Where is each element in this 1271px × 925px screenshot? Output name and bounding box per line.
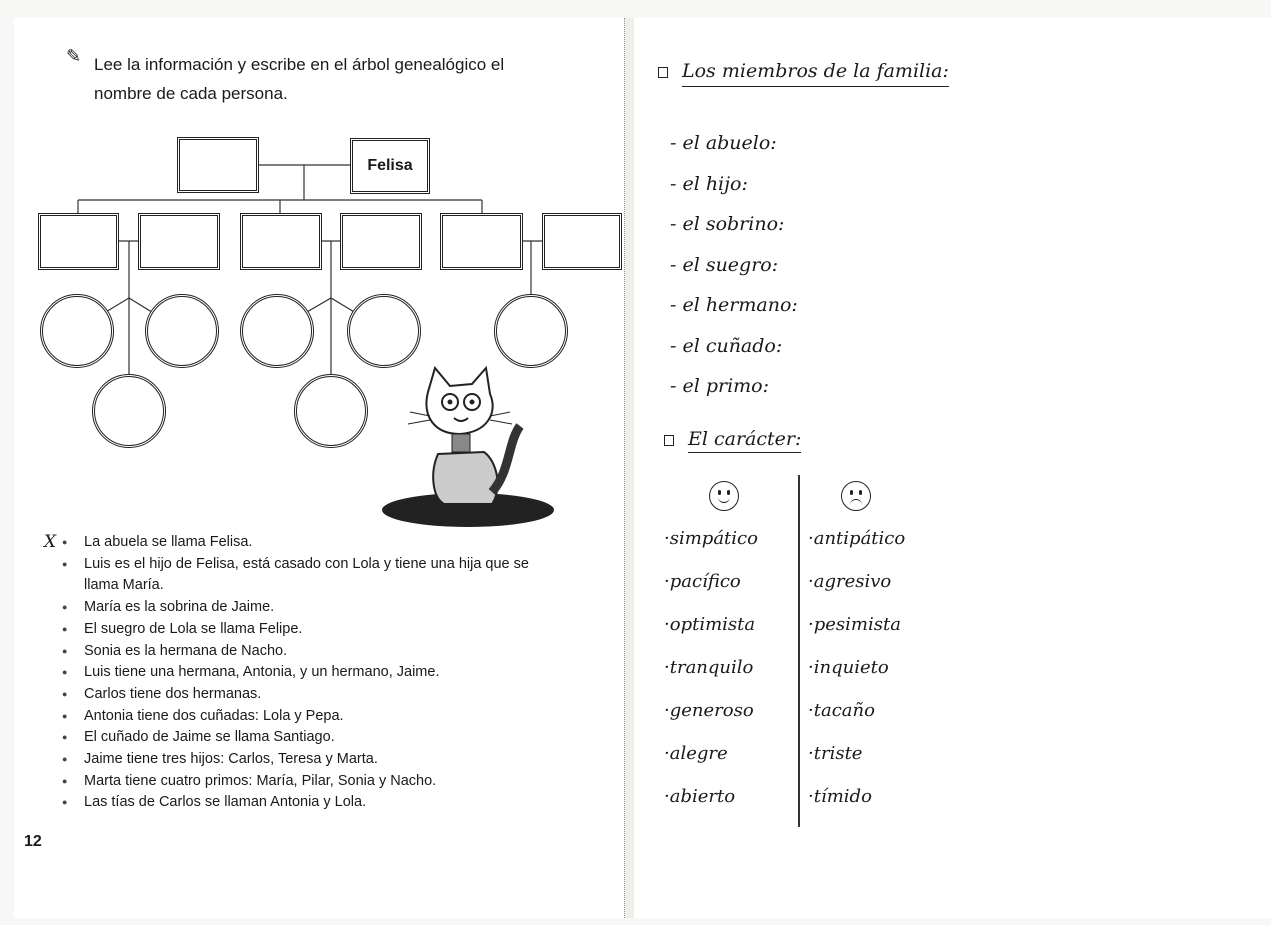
positive-trait: · tranquilo [664,657,758,700]
column-divider [798,475,800,827]
member-item: - el primo: [670,375,769,397]
positive-trait: · alegre [664,743,758,786]
instruction-text: Lee la información y escribe en el árbol genealógico el nombre de cada persona. [94,55,505,103]
tree-circle-grandchild-1[interactable] [40,294,114,368]
negative-traits-list [808,528,905,829]
clue-item: ● Sonia es la hermana de Nacho. [60,641,530,663]
tree-box-spouse-1[interactable] [138,213,220,270]
character-heading-text: El carácter: [688,428,801,453]
clue-item: ● Marta tiene cuatro primos: María, Pilar, Sonia y Nacho. [60,771,530,793]
negative-trait: · inquieto [808,657,905,700]
checkbox-icon [664,435,674,446]
tree-circle-grandchild-4[interactable] [240,294,314,368]
negative-trait: · pesimista [808,614,905,657]
negative-trait: · triste [808,743,905,786]
clue-item: ● Las tías de Carlos se llaman Antonia y Lola. [60,792,530,814]
member-item: - el hermano: [670,294,798,316]
clue-item: ● María es la sobrina de Jaime. [60,597,530,619]
clue-item: ● Carlos tiene dos hermanas. [60,684,530,706]
checked-mark-icon: X [44,532,57,552]
positive-trait: · abierto [664,786,758,829]
tree-box-spouse-2[interactable] [340,213,422,270]
positive-trait: · optimista [664,614,758,657]
member-item: - el cuñado: [670,334,783,357]
member-item: - el hijo: [670,172,748,195]
clue-item: ● El suegro de Lola se llama Felipe. [60,619,530,641]
positive-trait: · pacífico [664,571,758,614]
member-item: - el suegro: [670,253,779,276]
tree-box-child-1[interactable] [38,213,119,270]
tree-circle-grandchild-2[interactable] [145,294,219,368]
pencil-icon: ✎ [66,46,82,66]
member-item: - el sobrino: [670,213,785,235]
tree-box-felisa: Felisa [350,138,430,194]
tree-circle-grandchild-6[interactable] [294,374,368,448]
character-heading [664,428,801,450]
tree-box-grandfather[interactable] [177,137,259,193]
members-heading [658,60,949,82]
clue-item: ● Antonia tiene dos cuñadas: Lola y Pepa. [60,706,530,728]
tree-box-spouse-3[interactable] [542,213,622,270]
positive-trait: · generoso [664,700,758,743]
member-item: - el abuelo: [670,132,777,154]
negative-trait: · antipático [808,528,905,571]
members-list [670,132,798,416]
tree-circle-grandchild-3[interactable] [92,374,166,448]
clue-item: ● La abuela se llama Felisa. [60,532,530,554]
clue-item: ● Luis tiene una hermana, Antonia, y un hermano, Jaime. [60,662,530,684]
negative-trait: · tímido [808,786,905,829]
positive-trait: · simpático [664,528,758,571]
clue-item: ● El cuñado de Jaime se llama Santiago. [60,727,530,749]
tree-circle-grandchild-5[interactable] [347,294,421,368]
clue-item: ● Jaime tiene tres hijos: Carlos, Teresa y Marta. [60,749,530,771]
tree-box-child-2[interactable] [240,213,322,270]
clue-list [60,532,530,814]
tree-box-child-3[interactable] [440,213,523,270]
tree-circle-grandchild-7[interactable] [494,294,568,368]
checkbox-icon [658,67,668,78]
negative-trait: · tacaño [808,700,905,743]
happy-face-icon [709,481,739,511]
members-heading-text: Los miembros de la familia: [682,60,949,87]
page-number: 12 [24,833,42,850]
clue-item: ● Luis es el hijo de Felisa, está casado con Lola y tiene una hija que se llama María. [60,554,530,597]
cat-illustration [380,362,560,532]
positive-traits-list [664,528,758,829]
negative-trait: · agresivo [808,571,905,614]
sad-face-icon [841,481,871,511]
